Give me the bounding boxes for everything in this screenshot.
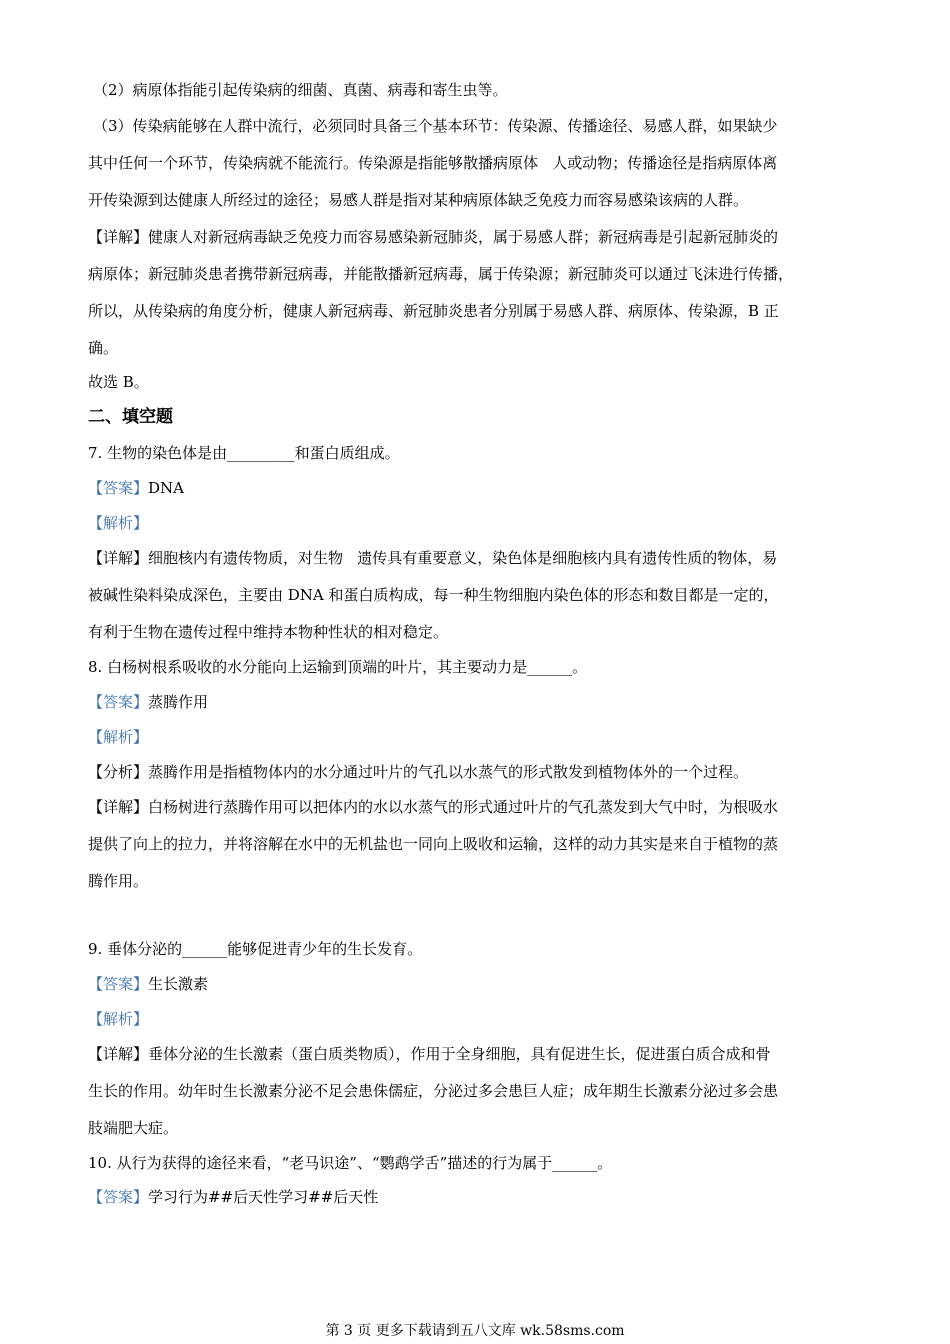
answer-tag: 【答案】: [88, 1188, 149, 1206]
answer-line: [88, 974, 208, 994]
answer-line: [88, 478, 184, 498]
answer-line: [88, 1187, 378, 1207]
analysis-tag: 【解析】: [88, 514, 149, 532]
text-line: （2）病原体指能引起传染病的细菌、真菌、病毒和寄生虫等。: [93, 81, 508, 99]
analysis-tag: 【解析】: [88, 1010, 149, 1028]
text-line: 提供了向上的拉力，并将溶解在水中的无机盐也一同向上吸收和运输，这样的动力其实是来自于植物的蒸: [88, 835, 779, 853]
text-line: 腾作用。: [88, 872, 149, 890]
text-line: 【详解】垂体分泌的生长激素（蛋白质类物质），作用于全身细胞，具有促进生长，促进蛋白质合成和骨: [88, 1045, 771, 1063]
text-line: 开传染源到达健康人所经过的途径；易感人群是指对某种病原体缺乏免疫力而容易感染该病的人群。: [88, 191, 749, 209]
text-line: 故选 B。: [88, 373, 149, 391]
text-line: （3）传染病能够在人群中流行，必须同时具备三个基本环节：传染源、传播途径、易感人群，如果缺少: [93, 117, 778, 135]
text-line: 生长的作用。幼年时生长激素分泌不足会患侏儒症，分泌过多会患巨人症；成年期生长激素分泌过多会患: [88, 1082, 779, 1100]
text-line: 确。: [88, 339, 119, 357]
question-9: 9. 垂体分泌的______能够促进青少年的生长发育。: [88, 940, 423, 958]
analysis-tag: 【解析】: [88, 728, 149, 746]
question-7: 7. 生物的染色体是由_________和蛋白质组成。: [88, 444, 400, 462]
text-line: 【分析】蒸腾作用是指植物体内的水分通过叶片的气孔以水蒸气的形式散发到植物体外的一个过程。: [88, 763, 749, 781]
text-line: 所以，从传染病的角度分析，健康人新冠病毒、新冠肺炎患者分别属于易感人群、病原体、传染源，B 正: [88, 302, 779, 320]
section-heading: 二、填空题: [88, 407, 173, 427]
text-line: 有利于生物在遗传过程中维持本物种性状的相对稳定。: [88, 623, 449, 641]
text-line: 其中任何一个环节，传染病就不能流行。传染源是指能够散播病原体 人或动物；传播途径是指病原体离: [88, 154, 778, 172]
answer-tag: 【答案】: [88, 693, 149, 711]
answer-text: 学习行为##后天性学习##后天性: [148, 1188, 379, 1206]
text-line: 【详解】白杨树进行蒸腾作用可以把体内的水以水蒸气的形式通过叶片的气孔蒸发到大气中时，为根吸水: [88, 798, 779, 816]
page-footer: 第 3 页 更多下载请到五八文库 wk.58sms.com: [325, 1323, 625, 1339]
text-line: 【详解】健康人对新冠病毒缺乏免疫力而容易感染新冠肺炎，属于易感人群；新冠病毒是引起新冠肺炎的: [88, 228, 779, 246]
text-line: 【详解】细胞核内有遗传物质，对生物 遗传具有重要意义，染色体是细胞核内具有遗传性质的物体，易: [88, 549, 778, 567]
text-line: 病原体；新冠肺炎患者携带新冠病毒，并能散播新冠病毒，属于传染源；新冠肺炎可以通过飞沫进行传播，: [88, 265, 794, 283]
answer-line: [88, 692, 208, 712]
text-line: 被碱性染料染成深色，主要由 DNA 和蛋白质构成，每一种生物细胞内染色体的形态和数目都是一定的，: [88, 586, 779, 604]
question-10: 10. 从行为获得的途径来看，“老马识途”、“鹦鹉学舌”描述的行为属于______。: [88, 1154, 613, 1172]
question-8: 8. 白杨树根系吸收的水分能向上运输到顶端的叶片，其主要动力是______。: [88, 658, 588, 676]
text-line: 肢端肥大症。: [88, 1119, 179, 1137]
answer-tag: 【答案】: [88, 479, 149, 497]
answer-text: 蒸腾作用: [148, 693, 209, 711]
answer-text: DNA: [148, 479, 184, 497]
answer-text: 生长激素: [148, 975, 209, 993]
answer-tag: 【答案】: [88, 975, 149, 993]
